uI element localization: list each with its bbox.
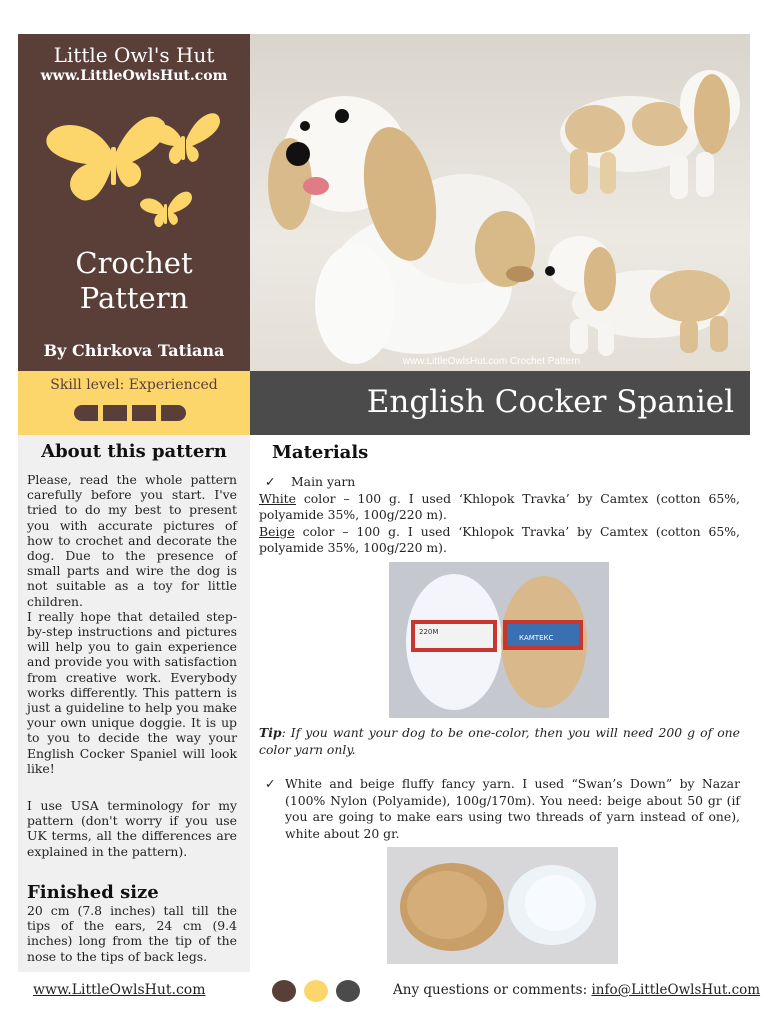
butterfly-small-icon xyxy=(140,192,192,227)
yarn-skeins-photo xyxy=(389,562,609,718)
finished-size-heading: Finished size xyxy=(27,882,159,903)
dog-large xyxy=(268,96,535,364)
footer-email-link[interactable]: info@LittleOwlsHut.com xyxy=(591,982,761,998)
checkmark-icon: ✓ xyxy=(265,776,276,791)
footer-question: Any questions or comments: xyxy=(393,982,592,998)
site-name: Little Owl's Hut xyxy=(53,43,215,67)
dog-walking xyxy=(545,236,730,356)
crochet-pattern-label xyxy=(18,246,250,316)
photo-credit: www.LittleOwlsHut.com Crochet Pattern xyxy=(402,356,580,367)
fluffy-yarn-text: White and beige fluffy fancy yarn. I used “Swan’s Down” by Nazar (100% Nylon (Polyamide), 100g/170m). You need: beige about 50 gr (if you are going to make ears using two threads of yarn instead of one), white about 20 gr. xyxy=(285,776,740,841)
yarn-label-text-1: 220M xyxy=(419,628,439,636)
skill-segment-3 xyxy=(132,405,156,421)
footer-dot-brown xyxy=(272,980,296,1002)
yarn-skeins-image xyxy=(389,562,609,718)
tip-label: Tip xyxy=(259,725,282,740)
brand-panel xyxy=(18,34,250,371)
fluffy-yarn-item xyxy=(265,776,740,842)
materials-heading: Materials xyxy=(272,442,369,463)
yarn-label-text-2: КАМТЕКС xyxy=(519,634,554,642)
about-paragraph-2: I use USA terminology for my pattern (don't worry if you use UK terms, all the differences are explained in the pattern). xyxy=(27,798,237,859)
skill-segment-2 xyxy=(103,405,127,421)
about-heading: About this pattern xyxy=(41,441,227,462)
fluffy-yarn-image xyxy=(387,847,618,964)
materials-main-yarn xyxy=(259,474,740,557)
butterfly-large-icon xyxy=(46,117,165,201)
footer-contact xyxy=(393,982,760,998)
white-text: color – 100 g. I used ‘Khlopok Travka’ by Camtex (cotton 65%, polyamide 35%, 100g/220 m). xyxy=(259,490,740,522)
skill-level-panel xyxy=(18,371,250,435)
skill-segment-1 xyxy=(74,405,98,421)
site-url: www.LittleOwlsHut.com xyxy=(40,68,228,84)
tip-note xyxy=(259,725,740,758)
fluffy-yarn-photo xyxy=(387,847,618,964)
main-yarn-label: Main yarn xyxy=(291,474,356,489)
checkmark-icon: ✓ xyxy=(265,474,276,489)
beige-yarn-line xyxy=(259,524,740,557)
beige-text: color – 100 g. I used ‘Khlopok Travka’ by Camtex (cotton 65%, polyamide 35%, 100g/220 m). xyxy=(259,523,740,555)
footer-dot-gray xyxy=(336,980,360,1002)
beige-label: Beige xyxy=(259,523,295,539)
tip-text: : If you want your dog to be one-color, then you will need 200 g of one color yarn only. xyxy=(259,725,740,757)
pattern-line-2: Pattern xyxy=(79,281,189,315)
about-panel xyxy=(18,435,250,972)
skill-level-meter xyxy=(72,404,188,422)
footer-dot-yellow xyxy=(304,980,328,1002)
skill-level-label: Skill level: Experienced xyxy=(50,377,218,393)
skill-segment-4 xyxy=(161,405,186,421)
white-yarn-line xyxy=(259,491,740,524)
white-label: White xyxy=(259,490,296,506)
pattern-line-1: Crochet xyxy=(75,246,193,280)
title-bar xyxy=(250,371,750,435)
author: By Chirkova Tatiana xyxy=(43,341,225,360)
main-yarn-item xyxy=(259,474,740,491)
pattern-title: English Cocker Spaniel xyxy=(366,384,734,420)
hero-photo xyxy=(250,34,750,371)
dog-standing xyxy=(560,70,740,199)
finished-size-text: 20 cm (7.8 inches) tall till the tips of the ears, 24 cm (9.4 inches) long from the tip of the nose to the tips of back legs. xyxy=(27,903,237,964)
about-paragraph-1: Please, read the whole pattern carefully before you start. I've tried to do my best to present you with accurate pictures of how to crochet and decorate the dog. Due to the presence of small parts and wire the dog is not suitable as a toy for little children. I really hope that detailed step-by-step instructions and pictures will help you to gain experience and provide you with satisfaction from creative work. Everybody works differently. This pattern is just a guideline to help you make your own unique doggie. It is up to you to decide the way your English Cocker Spaniel will look like! xyxy=(27,472,237,776)
footer-website-link[interactable]: www.LittleOwlsHut.com xyxy=(33,982,206,998)
butterflies-logo xyxy=(42,92,222,242)
cocker-spaniel-photo xyxy=(250,34,750,371)
